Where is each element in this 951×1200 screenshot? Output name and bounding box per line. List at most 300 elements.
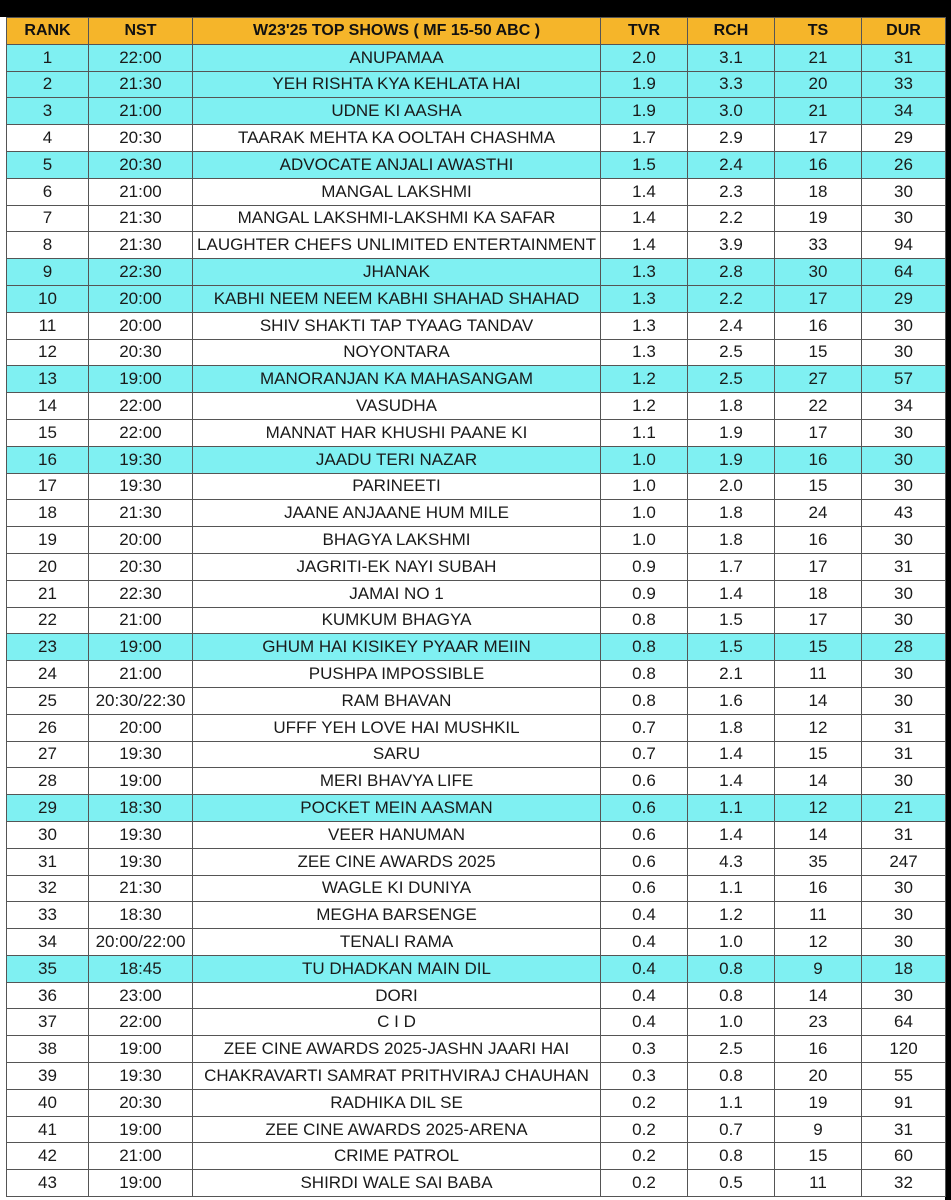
cell-show: PARINEETI	[193, 473, 601, 500]
cell-rank: 7	[7, 205, 89, 232]
cell-nst: 18:45	[89, 955, 193, 982]
table-row	[7, 259, 946, 286]
cell-rch: 0.5	[688, 1170, 775, 1197]
cell-ts: 12	[775, 929, 862, 956]
cell-rch: 1.1	[688, 795, 775, 822]
cell-rch: 1.9	[688, 446, 775, 473]
cell-show: PUSHPA IMPOSSIBLE	[193, 661, 601, 688]
cell-rch: 1.9	[688, 419, 775, 446]
cell-ts: 17	[775, 419, 862, 446]
cell-rank: 35	[7, 955, 89, 982]
cell-ts: 16	[775, 875, 862, 902]
table-row	[7, 1170, 946, 1197]
cell-rank: 24	[7, 661, 89, 688]
cell-rank: 13	[7, 366, 89, 393]
table-row	[7, 714, 946, 741]
cell-rank: 38	[7, 1036, 89, 1063]
cell-tvr: 0.8	[601, 661, 688, 688]
cell-ts: 18	[775, 178, 862, 205]
cell-tvr: 0.6	[601, 795, 688, 822]
cell-show: BHAGYA LAKSHMI	[193, 527, 601, 554]
cell-rch: 3.0	[688, 98, 775, 125]
cell-dur: 120	[862, 1036, 946, 1063]
cell-nst: 19:30	[89, 821, 193, 848]
table-row	[7, 312, 946, 339]
table-row	[7, 151, 946, 178]
table-row	[7, 339, 946, 366]
cell-dur: 26	[862, 151, 946, 178]
cell-rank: 10	[7, 285, 89, 312]
table-row	[7, 821, 946, 848]
cell-rank: 17	[7, 473, 89, 500]
table-row	[7, 446, 946, 473]
cell-show: MERI BHAVYA LIFE	[193, 768, 601, 795]
cell-dur: 31	[862, 714, 946, 741]
cell-ts: 11	[775, 902, 862, 929]
cell-ts: 11	[775, 1170, 862, 1197]
cell-rank: 40	[7, 1089, 89, 1116]
cell-ts: 16	[775, 446, 862, 473]
cell-nst: 23:00	[89, 982, 193, 1009]
cell-nst: 22:30	[89, 259, 193, 286]
cell-rank: 31	[7, 848, 89, 875]
header-tvr: TVR	[601, 18, 688, 45]
cell-show: YEH RISHTA KYA KEHLATA HAI	[193, 71, 601, 98]
cell-nst: 20:00	[89, 527, 193, 554]
cell-tvr: 1.0	[601, 527, 688, 554]
cell-tvr: 1.0	[601, 473, 688, 500]
cell-tvr: 0.3	[601, 1063, 688, 1090]
cell-ts: 16	[775, 527, 862, 554]
cell-ts: 9	[775, 1116, 862, 1143]
cell-ts: 20	[775, 1063, 862, 1090]
cell-rank: 39	[7, 1063, 89, 1090]
cell-nst: 22:00	[89, 393, 193, 420]
cell-rch: 2.4	[688, 151, 775, 178]
cell-dur: 30	[862, 875, 946, 902]
cell-rch: 1.0	[688, 929, 775, 956]
table-row	[7, 419, 946, 446]
cell-ts: 23	[775, 1009, 862, 1036]
cell-rank: 19	[7, 527, 89, 554]
cell-nst: 19:00	[89, 366, 193, 393]
cell-dur: 34	[862, 393, 946, 420]
cell-rch: 2.3	[688, 178, 775, 205]
table-row	[7, 902, 946, 929]
cell-dur: 30	[862, 527, 946, 554]
cell-dur: 30	[862, 929, 946, 956]
cell-show: NOYONTARA	[193, 339, 601, 366]
cell-rch: 2.1	[688, 661, 775, 688]
cell-dur: 91	[862, 1089, 946, 1116]
cell-rank: 25	[7, 687, 89, 714]
cell-dur: 21	[862, 795, 946, 822]
cell-tvr: 1.9	[601, 71, 688, 98]
cell-dur: 29	[862, 285, 946, 312]
cell-rch: 0.8	[688, 982, 775, 1009]
cell-ts: 22	[775, 393, 862, 420]
cell-show: TAARAK MEHTA KA OOLTAH CHASHMA	[193, 125, 601, 152]
cell-show: JHANAK	[193, 259, 601, 286]
cell-show: KUMKUM BHAGYA	[193, 607, 601, 634]
cell-tvr: 1.3	[601, 312, 688, 339]
cell-rch: 1.6	[688, 687, 775, 714]
cell-dur: 29	[862, 125, 946, 152]
cell-ts: 17	[775, 607, 862, 634]
cell-ts: 19	[775, 1089, 862, 1116]
cell-tvr: 1.2	[601, 393, 688, 420]
cell-ts: 15	[775, 339, 862, 366]
cell-tvr: 0.8	[601, 687, 688, 714]
cell-ts: 14	[775, 687, 862, 714]
table-row	[7, 848, 946, 875]
cell-rch: 2.2	[688, 205, 775, 232]
cell-rch: 2.8	[688, 259, 775, 286]
cell-tvr: 0.4	[601, 902, 688, 929]
cell-nst: 21:30	[89, 232, 193, 259]
cell-rank: 27	[7, 741, 89, 768]
cell-rch: 0.8	[688, 1143, 775, 1170]
cell-dur: 30	[862, 446, 946, 473]
cell-nst: 19:00	[89, 1116, 193, 1143]
cell-ts: 24	[775, 500, 862, 527]
table-row	[7, 795, 946, 822]
cell-rch: 2.9	[688, 125, 775, 152]
cell-rank: 2	[7, 71, 89, 98]
cell-rch: 1.7	[688, 553, 775, 580]
table-row	[7, 98, 946, 125]
cell-rch: 1.2	[688, 902, 775, 929]
cell-ts: 27	[775, 366, 862, 393]
cell-show: TENALI RAMA	[193, 929, 601, 956]
cell-nst: 21:30	[89, 500, 193, 527]
cell-show: JAGRITI-EK NAYI SUBAH	[193, 553, 601, 580]
cell-tvr: 0.4	[601, 955, 688, 982]
cell-ts: 21	[775, 44, 862, 71]
cell-rch: 1.8	[688, 714, 775, 741]
cell-show: JAMAI NO 1	[193, 580, 601, 607]
cell-rank: 20	[7, 553, 89, 580]
cell-show: GHUM HAI KISIKEY PYAAR MEIIN	[193, 634, 601, 661]
cell-rank: 37	[7, 1009, 89, 1036]
table-row	[7, 982, 946, 1009]
cell-dur: 31	[862, 741, 946, 768]
cell-ts: 20	[775, 71, 862, 98]
cell-show: TU DHADKAN MAIN DIL	[193, 955, 601, 982]
cell-show: KABHI NEEM NEEM KABHI SHAHAD SHAHAD	[193, 285, 601, 312]
cell-rch: 3.1	[688, 44, 775, 71]
cell-tvr: 0.7	[601, 714, 688, 741]
table-row	[7, 393, 946, 420]
cell-nst: 20:30	[89, 553, 193, 580]
cell-rank: 29	[7, 795, 89, 822]
cell-ts: 18	[775, 580, 862, 607]
cell-rank: 6	[7, 178, 89, 205]
table-row	[7, 687, 946, 714]
cell-tvr: 1.3	[601, 339, 688, 366]
cell-ts: 14	[775, 768, 862, 795]
cell-rch: 1.1	[688, 1089, 775, 1116]
cell-ts: 12	[775, 714, 862, 741]
cell-nst: 22:30	[89, 580, 193, 607]
cell-tvr: 0.2	[601, 1170, 688, 1197]
table-row	[7, 1116, 946, 1143]
cell-nst: 21:00	[89, 1143, 193, 1170]
cell-rch: 1.8	[688, 500, 775, 527]
cell-show: LAUGHTER CHEFS UNLIMITED ENTERTAINMENT	[193, 232, 601, 259]
cell-rank: 43	[7, 1170, 89, 1197]
cell-nst: 19:00	[89, 768, 193, 795]
cell-show: MANGAL LAKSHMI	[193, 178, 601, 205]
table-row	[7, 929, 946, 956]
table-row	[7, 285, 946, 312]
cell-dur: 30	[862, 339, 946, 366]
cell-rank: 1	[7, 44, 89, 71]
cell-rch: 1.8	[688, 393, 775, 420]
cell-rank: 5	[7, 151, 89, 178]
cell-rank: 21	[7, 580, 89, 607]
cell-tvr: 1.9	[601, 98, 688, 125]
cell-dur: 32	[862, 1170, 946, 1197]
cell-show: ZEE CINE AWARDS 2025-JASHN JAARI HAI	[193, 1036, 601, 1063]
table-row	[7, 1063, 946, 1090]
cell-rank: 11	[7, 312, 89, 339]
table-row	[7, 473, 946, 500]
cell-dur: 31	[862, 44, 946, 71]
cell-rank: 36	[7, 982, 89, 1009]
table-row	[7, 768, 946, 795]
table-row	[7, 366, 946, 393]
top-border	[0, 0, 951, 17]
cell-rank: 33	[7, 902, 89, 929]
table-row	[7, 955, 946, 982]
cell-ts: 15	[775, 473, 862, 500]
cell-rank: 32	[7, 875, 89, 902]
cell-rank: 23	[7, 634, 89, 661]
cell-rch: 1.1	[688, 875, 775, 902]
cell-show: UDNE KI AASHA	[193, 98, 601, 125]
cell-ts: 21	[775, 98, 862, 125]
table-row	[7, 553, 946, 580]
cell-rch: 1.4	[688, 741, 775, 768]
cell-rch: 0.7	[688, 1116, 775, 1143]
cell-show: ANUPAMAA	[193, 44, 601, 71]
cell-show: VASUDHA	[193, 393, 601, 420]
table-row	[7, 125, 946, 152]
cell-show: SARU	[193, 741, 601, 768]
ratings-table	[6, 17, 946, 1197]
cell-show: UFFF YEH LOVE HAI MUSHKIL	[193, 714, 601, 741]
cell-rch: 3.3	[688, 71, 775, 98]
table-row	[7, 1036, 946, 1063]
cell-tvr: 2.0	[601, 44, 688, 71]
cell-rank: 41	[7, 1116, 89, 1143]
cell-rank: 26	[7, 714, 89, 741]
cell-rch: 1.5	[688, 607, 775, 634]
cell-nst: 22:00	[89, 419, 193, 446]
cell-tvr: 0.6	[601, 875, 688, 902]
cell-tvr: 0.4	[601, 929, 688, 956]
cell-rank: 18	[7, 500, 89, 527]
cell-nst: 21:00	[89, 178, 193, 205]
cell-dur: 30	[862, 902, 946, 929]
cell-show: MANGAL LAKSHMI-LAKSHMI KA SAFAR	[193, 205, 601, 232]
cell-ts: 33	[775, 232, 862, 259]
cell-ts: 11	[775, 661, 862, 688]
header-show: W23'25 TOP SHOWS ( MF 15-50 ABC )	[193, 18, 601, 45]
cell-rank: 22	[7, 607, 89, 634]
cell-tvr: 0.6	[601, 768, 688, 795]
cell-rch: 2.5	[688, 339, 775, 366]
cell-show: WAGLE KI DUNIYA	[193, 875, 601, 902]
cell-show: DORI	[193, 982, 601, 1009]
cell-nst: 22:00	[89, 1009, 193, 1036]
cell-rch: 0.8	[688, 1063, 775, 1090]
cell-rank: 16	[7, 446, 89, 473]
cell-rch: 2.2	[688, 285, 775, 312]
table-row	[7, 741, 946, 768]
table-row	[7, 232, 946, 259]
cell-rank: 34	[7, 929, 89, 956]
cell-show: MEGHA BARSENGE	[193, 902, 601, 929]
cell-nst: 19:30	[89, 1063, 193, 1090]
cell-rank: 28	[7, 768, 89, 795]
cell-nst: 20:00	[89, 285, 193, 312]
cell-tvr: 0.2	[601, 1143, 688, 1170]
cell-show: SHIV SHAKTI TAP TYAAG TANDAV	[193, 312, 601, 339]
cell-ts: 15	[775, 1143, 862, 1170]
cell-show: C I D	[193, 1009, 601, 1036]
cell-dur: 18	[862, 955, 946, 982]
cell-show: RAM BHAVAN	[193, 687, 601, 714]
cell-nst: 21:30	[89, 71, 193, 98]
cell-nst: 19:30	[89, 473, 193, 500]
cell-dur: 247	[862, 848, 946, 875]
cell-rch: 2.4	[688, 312, 775, 339]
table-row	[7, 1143, 946, 1170]
cell-tvr: 1.3	[601, 259, 688, 286]
cell-nst: 19:30	[89, 741, 193, 768]
header-ts: TS	[775, 18, 862, 45]
cell-tvr: 0.2	[601, 1116, 688, 1143]
cell-dur: 64	[862, 1009, 946, 1036]
header-nst: NST	[89, 18, 193, 45]
cell-nst: 20:30	[89, 125, 193, 152]
cell-show: VEER HANUMAN	[193, 821, 601, 848]
cell-show: SHIRDI WALE SAI BABA	[193, 1170, 601, 1197]
cell-nst: 20:00/22:00	[89, 929, 193, 956]
header-rch: RCH	[688, 18, 775, 45]
cell-dur: 31	[862, 553, 946, 580]
cell-rank: 14	[7, 393, 89, 420]
cell-ts: 14	[775, 982, 862, 1009]
cell-tvr: 1.4	[601, 205, 688, 232]
cell-rank: 42	[7, 1143, 89, 1170]
cell-tvr: 0.3	[601, 1036, 688, 1063]
cell-dur: 55	[862, 1063, 946, 1090]
cell-nst: 18:30	[89, 795, 193, 822]
cell-show: CRIME PATROL	[193, 1143, 601, 1170]
cell-rank: 8	[7, 232, 89, 259]
header-dur: DUR	[862, 18, 946, 45]
cell-ts: 17	[775, 553, 862, 580]
cell-dur: 60	[862, 1143, 946, 1170]
cell-show: MANORANJAN KA MAHASANGAM	[193, 366, 601, 393]
cell-nst: 20:00	[89, 714, 193, 741]
cell-tvr: 1.4	[601, 232, 688, 259]
cell-show: ZEE CINE AWARDS 2025-ARENA	[193, 1116, 601, 1143]
cell-rank: 12	[7, 339, 89, 366]
cell-ts: 14	[775, 821, 862, 848]
cell-rch: 1.5	[688, 634, 775, 661]
cell-ts: 16	[775, 312, 862, 339]
cell-rank: 4	[7, 125, 89, 152]
cell-ts: 30	[775, 259, 862, 286]
cell-dur: 94	[862, 232, 946, 259]
cell-rank: 3	[7, 98, 89, 125]
cell-nst: 20:30	[89, 339, 193, 366]
cell-dur: 30	[862, 661, 946, 688]
cell-rch: 1.8	[688, 527, 775, 554]
cell-ts: 12	[775, 795, 862, 822]
cell-dur: 30	[862, 312, 946, 339]
table-row	[7, 1009, 946, 1036]
table-row	[7, 500, 946, 527]
table-body	[7, 44, 946, 1196]
cell-tvr: 1.1	[601, 419, 688, 446]
cell-nst: 19:30	[89, 446, 193, 473]
cell-show: MANNAT HAR KHUSHI PAANE KI	[193, 419, 601, 446]
table-row	[7, 178, 946, 205]
cell-nst: 19:00	[89, 1170, 193, 1197]
cell-tvr: 1.0	[601, 446, 688, 473]
cell-tvr: 1.2	[601, 366, 688, 393]
cell-ts: 19	[775, 205, 862, 232]
cell-rch: 4.3	[688, 848, 775, 875]
cell-tvr: 1.4	[601, 178, 688, 205]
cell-tvr: 0.9	[601, 553, 688, 580]
table-row	[7, 607, 946, 634]
cell-dur: 30	[862, 768, 946, 795]
cell-show: JAADU TERI NAZAR	[193, 446, 601, 473]
cell-tvr: 1.7	[601, 125, 688, 152]
cell-rank: 15	[7, 419, 89, 446]
cell-dur: 34	[862, 98, 946, 125]
table-row	[7, 634, 946, 661]
cell-dur: 57	[862, 366, 946, 393]
cell-tvr: 0.2	[601, 1089, 688, 1116]
cell-show: JAANE ANJAANE HUM MILE	[193, 500, 601, 527]
cell-tvr: 0.6	[601, 848, 688, 875]
cell-nst: 19:00	[89, 634, 193, 661]
cell-rch: 2.5	[688, 366, 775, 393]
cell-rank: 30	[7, 821, 89, 848]
cell-dur: 28	[862, 634, 946, 661]
cell-show: ZEE CINE AWARDS 2025	[193, 848, 601, 875]
cell-nst: 19:30	[89, 848, 193, 875]
cell-rch: 1.4	[688, 580, 775, 607]
table-row	[7, 205, 946, 232]
cell-tvr: 0.8	[601, 607, 688, 634]
cell-ts: 16	[775, 1036, 862, 1063]
cell-tvr: 0.9	[601, 580, 688, 607]
cell-dur: 43	[862, 500, 946, 527]
cell-show: CHAKRAVARTI SAMRAT PRITHVIRAJ CHAUHAN	[193, 1063, 601, 1090]
cell-tvr: 0.7	[601, 741, 688, 768]
cell-dur: 30	[862, 178, 946, 205]
cell-nst: 21:30	[89, 875, 193, 902]
cell-rch: 3.9	[688, 232, 775, 259]
